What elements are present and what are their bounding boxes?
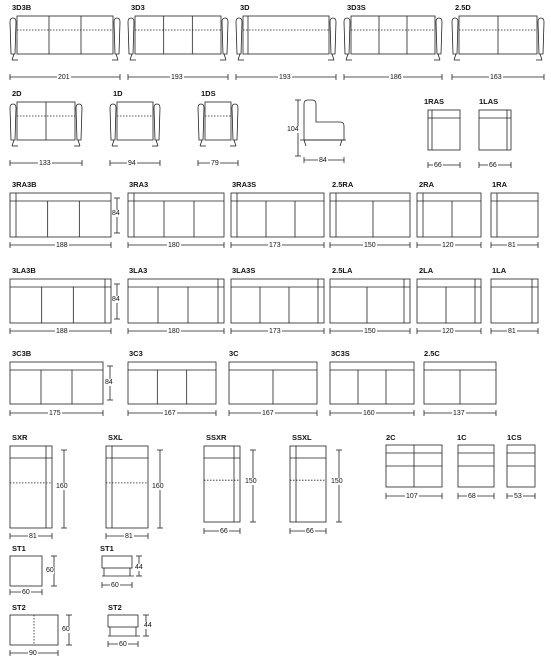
height-dimension: 84: [112, 296, 120, 303]
model-code: 3D3B: [12, 3, 32, 12]
width-dimension: 66: [489, 162, 497, 169]
model-code: 2LA: [419, 266, 434, 275]
sofa-leg: [78, 140, 80, 146]
width-dimension: 60: [119, 641, 127, 648]
model-code: 2.5C: [424, 349, 440, 358]
sofa-arm: [436, 18, 442, 54]
width-dimension: 193: [279, 74, 291, 81]
width-dimension: 150: [364, 242, 376, 249]
model-code: 1C: [457, 433, 467, 442]
sofa-body: [117, 102, 153, 140]
module-body: [330, 279, 410, 323]
width-dimension: 137: [453, 410, 465, 417]
sofa-body: [205, 102, 231, 140]
width-dimension: 193: [171, 74, 183, 81]
model-code: 1D: [113, 89, 123, 98]
module-body: [10, 279, 111, 323]
module-body: [330, 193, 410, 237]
width-dimension: 163: [490, 74, 502, 81]
sofa-arm: [10, 104, 16, 140]
module-body: [128, 193, 224, 237]
model-code: 3LA3S: [232, 266, 256, 275]
sofa-leg: [238, 54, 240, 60]
sofa-arm: [330, 18, 336, 54]
width-dimension: 81: [508, 328, 516, 335]
stool-side-view: [102, 556, 132, 568]
height-dimension: 44: [135, 564, 143, 571]
model-code: SXL: [108, 433, 123, 442]
model-code: ST1: [100, 544, 114, 553]
sofa-leg: [200, 140, 202, 146]
chaise-body: [204, 446, 240, 522]
model-code: ST2: [12, 603, 26, 612]
width-dimension: 60: [22, 589, 30, 596]
model-code: 1RA: [492, 180, 508, 189]
model-code: 3RA3S: [232, 180, 257, 189]
sofa-leg: [304, 140, 306, 146]
model-code: 2RA: [419, 180, 435, 189]
width-dimension: 150: [364, 328, 376, 335]
width-dimension: 81: [508, 242, 516, 249]
width-dimension: 186: [390, 74, 402, 81]
sofa-arm: [10, 18, 16, 54]
width-dimension: 167: [262, 410, 274, 417]
width-dimension: 180: [168, 242, 180, 249]
height-dimension: 150: [245, 478, 257, 485]
sofa-leg: [156, 140, 158, 146]
width-dimension: 173: [269, 328, 281, 335]
height-dimension: 160: [152, 483, 164, 490]
module-body: [10, 362, 103, 404]
width-dimension: 188: [56, 242, 68, 249]
model-code: 1LAS: [479, 97, 499, 106]
chaise-body: [290, 446, 326, 522]
height-dimension: 60: [46, 567, 54, 574]
sofa-leg: [112, 140, 114, 146]
chair-side-view: [304, 100, 344, 140]
sofa-arm: [452, 18, 458, 54]
sofa-leg: [454, 54, 456, 60]
width-dimension: 90: [29, 650, 37, 657]
sofa-body: [135, 16, 221, 54]
model-code: 3D: [240, 3, 250, 12]
model-code: 2C: [386, 433, 396, 442]
width-dimension: 66: [306, 528, 314, 535]
sofa-arm: [154, 104, 160, 140]
width-dimension: 66: [434, 162, 442, 169]
width-dimension: 79: [211, 160, 219, 167]
sofa-body: [351, 16, 435, 54]
model-code: 3C: [229, 349, 239, 358]
width-dimension: 120: [442, 242, 454, 249]
width-dimension: 60: [111, 582, 119, 589]
width-dimension: 81: [125, 533, 133, 540]
sofa-arm: [110, 104, 116, 140]
width-dimension: 133: [39, 160, 51, 167]
sofa-arm: [538, 18, 544, 54]
width-dimension: 173: [269, 242, 281, 249]
module-body: [10, 193, 111, 237]
width-dimension: 94: [128, 160, 136, 167]
width-dimension: 53: [514, 493, 522, 500]
model-code: 1RAS: [424, 97, 445, 106]
module-body: [231, 193, 324, 237]
width-dimension: 68: [468, 493, 476, 500]
sofa-leg: [540, 54, 542, 60]
height-dimension: 84: [112, 210, 120, 217]
width-dimension: 180: [168, 328, 180, 335]
width-dimension: 120: [442, 328, 454, 335]
sofa-leg: [340, 140, 342, 146]
width-dimension: 167: [164, 410, 176, 417]
width-dimension: 160: [363, 410, 375, 417]
model-code: 2.5LA: [332, 266, 353, 275]
sofa-leg: [332, 54, 334, 60]
model-code: 2.5RA: [332, 180, 354, 189]
model-code: 3C3: [129, 349, 143, 358]
height-dimension: 150: [331, 478, 343, 485]
model-code: SSXR: [206, 433, 227, 442]
sofa-arm: [222, 18, 228, 54]
module-body: [231, 279, 324, 323]
model-code: 2D: [12, 89, 22, 98]
model-code: 3D3S: [347, 3, 366, 12]
width-dimension: 201: [58, 74, 70, 81]
module-body: [491, 279, 538, 323]
module-body: [330, 362, 414, 404]
module-body: [128, 362, 216, 404]
sofa-arm: [114, 18, 120, 54]
stool-side-view: [108, 615, 138, 627]
sofa-leg: [234, 140, 236, 146]
width-dimension: 175: [49, 410, 61, 417]
width-dimension: 107: [406, 493, 418, 500]
sofa-body: [243, 16, 329, 54]
sofa-arm: [344, 18, 350, 54]
model-code: 1LA: [492, 266, 507, 275]
model-code: SXR: [12, 433, 28, 442]
width-dimension: 81: [29, 533, 37, 540]
width-dimension: 188: [56, 328, 68, 335]
sofa-leg: [12, 140, 14, 146]
model-code: 3RA3B: [12, 180, 37, 189]
module-body: [128, 279, 224, 323]
module-body: [417, 279, 481, 323]
model-code: 1CS: [507, 433, 522, 442]
sofa-body: [17, 16, 113, 54]
sofa-arm: [76, 104, 82, 140]
sofa-leg: [224, 54, 226, 60]
model-code: ST2: [108, 603, 122, 612]
model-code: 3LA3: [129, 266, 148, 275]
sofa-leg: [438, 54, 440, 60]
model-code: ST1: [12, 544, 26, 553]
sofa-arm: [198, 104, 204, 140]
height-dimension: 104: [287, 126, 299, 133]
sofa-arm: [128, 18, 134, 54]
model-code: 2.5D: [455, 3, 471, 12]
sofa-leg: [116, 54, 118, 60]
stool-top-view: [10, 556, 42, 586]
width-dimension: 66: [220, 528, 228, 535]
sofa-arm: [236, 18, 242, 54]
height-dimension: 60: [62, 626, 70, 633]
model-code: 3LA3B: [12, 266, 36, 275]
height-dimension: 160: [56, 483, 68, 490]
sofa-leg: [130, 54, 132, 60]
model-code: 3C3B: [12, 349, 32, 358]
sofa-leg: [12, 54, 14, 60]
model-code: SSXL: [292, 433, 312, 442]
module-box: [479, 110, 511, 150]
module-box: [428, 110, 460, 150]
height-dimension: 84: [105, 379, 113, 386]
module-body: [491, 193, 538, 237]
model-code: 1DS: [201, 89, 216, 98]
model-code: 3D3: [131, 3, 145, 12]
sofa-leg: [346, 54, 348, 60]
height-dimension: 44: [144, 622, 152, 629]
module-body: [417, 193, 481, 237]
model-code: 3C3S: [331, 349, 350, 358]
sofa-arm: [232, 104, 238, 140]
model-code: 3RA3: [129, 180, 149, 189]
width-dimension: 84: [319, 157, 327, 164]
